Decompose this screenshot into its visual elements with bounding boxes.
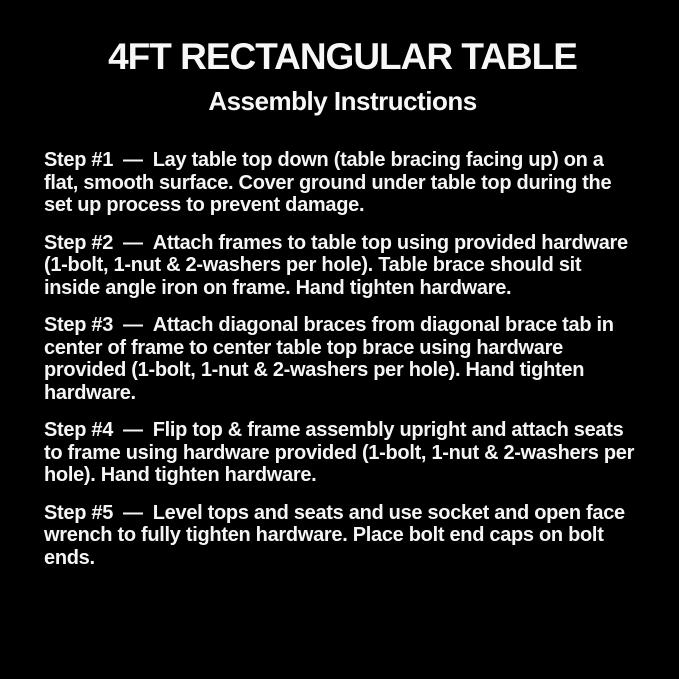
page-title: 4FT RECTANGULAR TABLE [108, 36, 577, 77]
step-label: Step #4 [44, 419, 114, 441]
page-subtitle: Assembly Instructions [208, 86, 477, 116]
step-text: Level tops and seats and use socket and open face wrench to fully tighten hardware. Place bolt end caps on bolt ends. [44, 501, 625, 569]
step-label: Step #1 [44, 149, 114, 171]
step-text: Flip top & frame assembly upright and attach seats to frame using hardware provided (1-bolt, 1-nut & 2-washers per hole). Hand tighten hardware. [44, 419, 635, 486]
step-separator: — [123, 149, 143, 171]
step-paragraph-4 [44, 419, 641, 487]
step-text: Attach diagonal braces from diagonal brace tab in center of frame to center table top brace using hardware provided (1-bolt, 1-nut & 2-washers per hole). Hand tighten hardware. [44, 314, 614, 404]
step-separator: — [123, 419, 143, 441]
step-paragraph-1 [44, 149, 641, 217]
step-separator: — [123, 501, 143, 524]
step-label: Step #2 [44, 231, 114, 254]
step-text: Lay table top down (table bracing facing up) on a flat, smooth surface. Cover ground under table top during the set up process to prevent damage. [44, 149, 612, 216]
step-separator: — [123, 314, 143, 336]
step-label: Step #5 [44, 501, 114, 524]
step-text: Attach frames to table top using provided hardware (1-bolt, 1-nut & 2-washers per hole). Table brace should sit inside angle iron on frame. Hand tighten hardware. [44, 231, 628, 299]
step-label: Step #3 [44, 314, 114, 336]
step-separator: — [123, 231, 143, 254]
step-paragraph-2 [44, 232, 641, 300]
step-paragraph-5 [44, 502, 641, 570]
step-paragraph-3 [44, 314, 641, 404]
